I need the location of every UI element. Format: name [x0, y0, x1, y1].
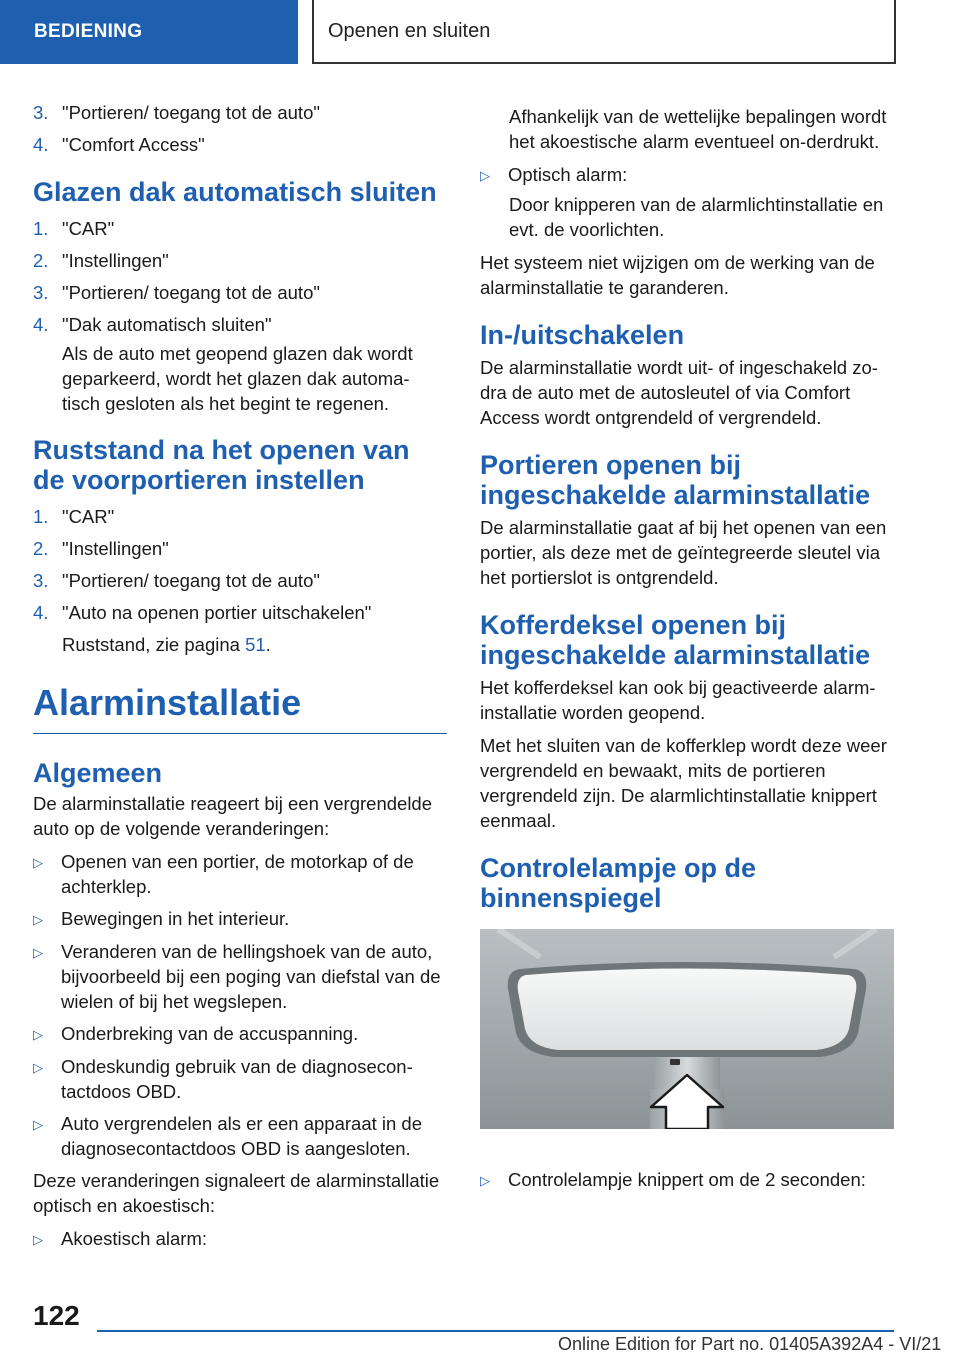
page-number: 122	[33, 1300, 80, 1331]
list-item: ▷ Controlelampje knippert om de 2 seconden:	[480, 1167, 894, 1193]
bullet-icon: ▷	[33, 1060, 43, 1075]
in-uit-text: De alarminstallatie wordt uit- of ingeschakeld zo-dra de auto met de autosleutel of via Comfort Access wordt ontgrendeld of vergrendeld.	[480, 357, 878, 428]
heading-glazen-dak: Glazen dak automatisch sluiten	[33, 177, 437, 207]
bullet-icon: ▷	[33, 912, 43, 927]
list-item: 2. "Instellingen"	[33, 250, 169, 271]
bullet-icon: ▷	[33, 1027, 43, 1042]
heading-kofferdeksel: Kofferdeksel openen bij ingeschakelde alarminstallatie	[480, 610, 871, 670]
bullet-icon: ▷	[480, 168, 490, 183]
mirror-photo	[480, 929, 894, 1129]
heading-algemeen: Algemeen	[33, 758, 163, 788]
list-item: ▷ Bewegingen in het interieur.	[33, 906, 447, 932]
numbered-list	[33, 100, 447, 157]
list-item: ▷ Akoestisch alarm:	[33, 1226, 447, 1252]
heading-rule	[33, 733, 447, 734]
bullet-icon: ▷	[33, 945, 43, 960]
heading-in-uitschakelen: In-/uitschakelen	[480, 320, 685, 350]
list-item: ▷ Openen van een portier, de motorkap of de achterklep.	[33, 851, 414, 897]
numbered-list	[33, 504, 447, 625]
right-column	[480, 104, 894, 1193]
section-tab[interactable]: BEDIENING	[0, 0, 298, 64]
list-item: ▷ Optisch alarm:	[480, 162, 894, 188]
bullet-icon: ▷	[33, 1117, 43, 1132]
heading-ruststand: Ruststand na het openen van de voorportieren instellen	[33, 435, 410, 495]
page-link[interactable]: 51	[245, 634, 266, 655]
list-item: ▷ Auto vergrendelen als er een apparaat in de diagnosecontactdoos OBD is aangesloten.	[33, 1113, 423, 1159]
algemeen-intro: De alarminstallatie reageert bij een vergrendelde auto op de volgende veranderingen:	[33, 793, 433, 839]
list-item: ▷ Onderbreking van de accuspanning.	[33, 1021, 447, 1047]
list-item: ▷ Veranderen van de hellingshoek van de auto, bijvoorbeeld bij een poging van diefstal van de wielen of bij het wegslepen.	[33, 941, 441, 1012]
list-item: 4. "Comfort Access"	[33, 134, 205, 155]
list-item: 3. "Portieren/ toegang tot de auto"	[33, 570, 320, 591]
list-item: 1. "CAR"	[33, 218, 115, 239]
bullet-icon: ▷	[33, 855, 43, 870]
list-item: 2. "Instellingen"	[33, 538, 169, 559]
optisch-note: Door knipperen van de alarmlichtinstallatie en evt. de voorlichten.	[509, 194, 884, 240]
heading-alarminstallatie: Alarminstallatie	[33, 682, 302, 723]
koffer-text-2: Met het sluiten van de kofferklep wordt deze weer vergrendeld en bewaakt, mits de portieren vergrendeld zijn. De alarmlichtinstallatie knippert eenmaal.	[480, 735, 887, 831]
footer-rule	[97, 1330, 894, 1332]
list-item: 4. "Dak automatisch sluiten"	[33, 314, 272, 335]
numbered-list	[33, 216, 447, 337]
signal-text: Deze veranderingen signaleert de alarminstallatie optisch en akoestisch:	[33, 1170, 440, 1216]
akoestisch-note: Afhankelijk van de wettelijke bepalingen wordt het akoestische alarm eventueel on-derdrukt.	[509, 106, 887, 152]
bullet-icon: ▷	[33, 1232, 43, 1247]
page-header	[0, 0, 960, 66]
list-item: 4. "Auto na openen portier uitschakelen"	[33, 602, 372, 623]
heading-portieren-openen: Portieren openen bij ingeschakelde alarminstallatie	[480, 450, 871, 510]
heading-controlelampje: Controlelampje op de binnenspiegel	[480, 853, 757, 913]
ruststand-note: Ruststand, zie pagina 51.	[62, 634, 271, 655]
portieren-text: De alarminstallatie gaat af bij het openen van een portier, als deze met de geïntegreerde sleutel via het portierslot is ontgrendeld.	[480, 517, 887, 588]
bullet-list	[33, 849, 447, 1161]
left-column	[33, 100, 447, 1252]
koffer-text-1: Het kofferdeksel kan ook bij geactiveerde alarm-installatie worden geopend.	[480, 677, 876, 723]
list-item: 3. "Portieren/ toegang tot de auto"	[33, 282, 320, 303]
systeem-text: Het systeem niet wijzigen om de werking van de alarminstallatie te garanderen.	[480, 252, 875, 298]
list-item: 1. "CAR"	[33, 506, 115, 527]
list-item: 3. "Portieren/ toegang tot de auto"	[33, 102, 320, 123]
glazen-note: Als de auto met geopend glazen dak wordt geparkeerd, wordt het glazen dak automa-tisch gesloten als het begint te regenen.	[62, 343, 413, 414]
list-item: ▷ Ondeskundig gebruik van de diagnosecon-tactdoos OBD.	[33, 1056, 413, 1102]
bullet-icon: ▷	[480, 1173, 490, 1188]
chapter-tab[interactable]: Openen en sluiten	[312, 0, 896, 64]
edition-text: Online Edition for Part no. 01405A392A4 - VI/21	[558, 1334, 942, 1354]
